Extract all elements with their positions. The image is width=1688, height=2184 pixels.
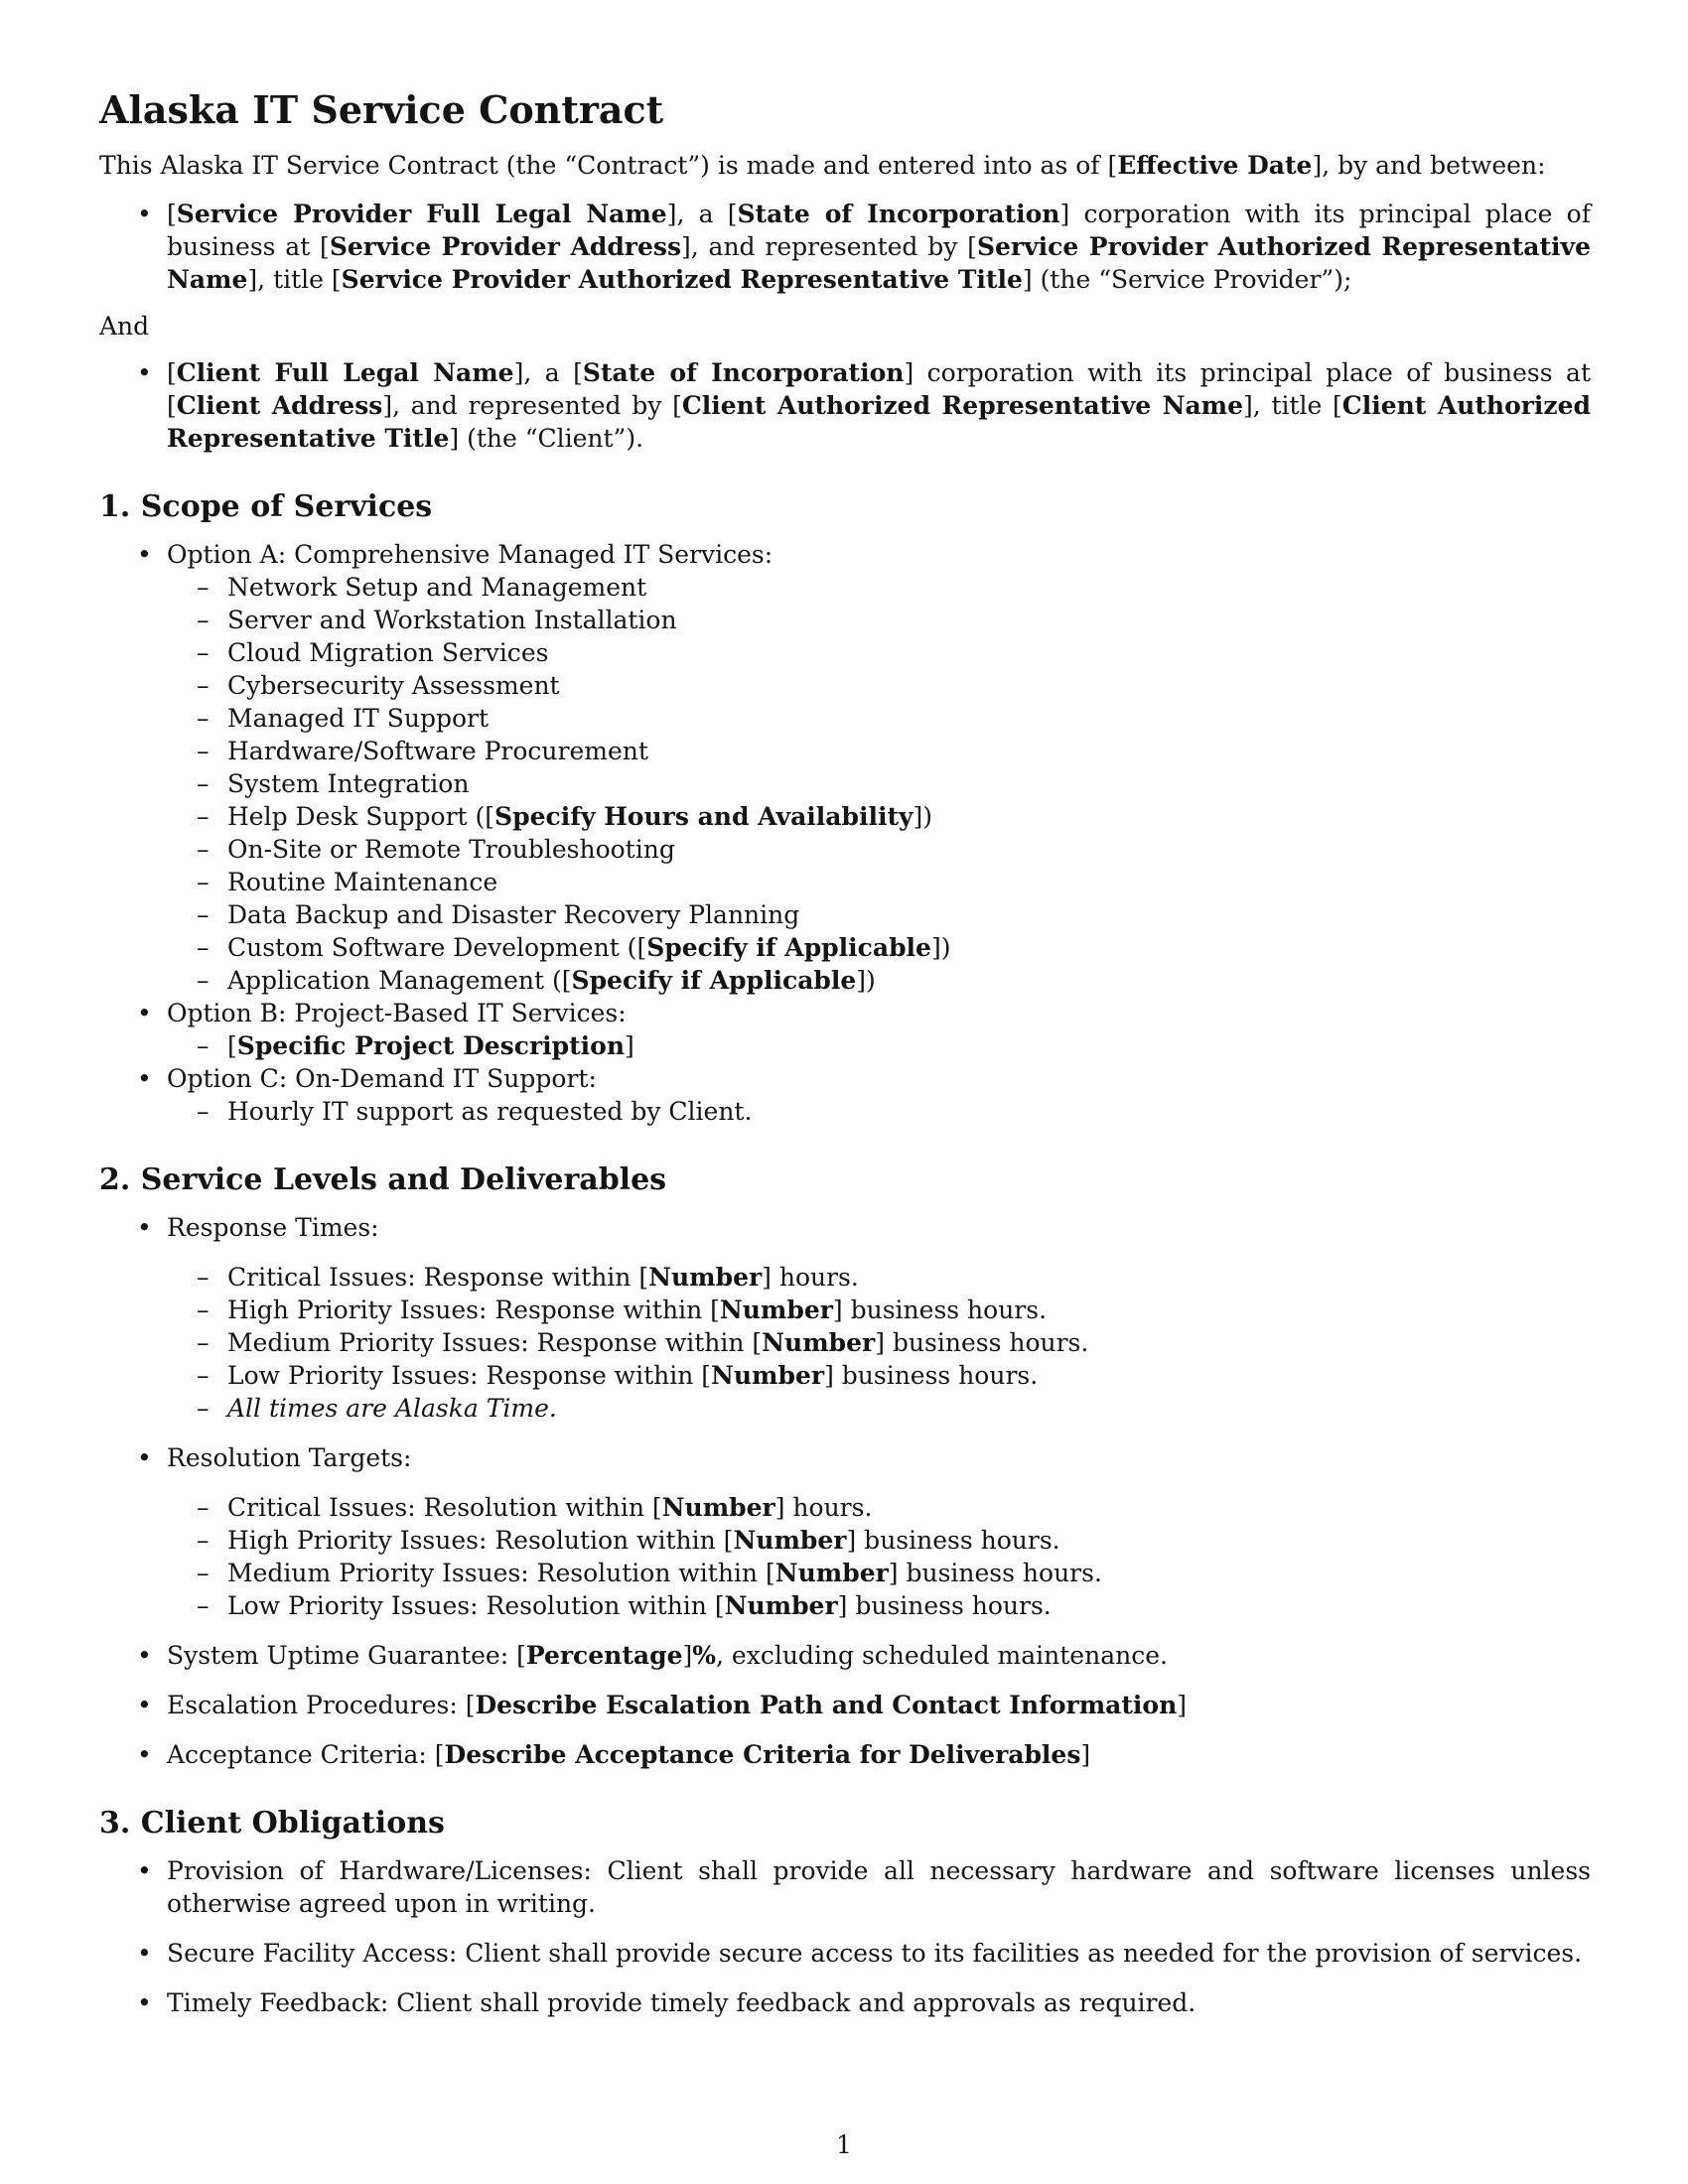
list-item: – On-Site or Remote Troubleshooting (167, 833, 1591, 866)
list-item (167, 964, 1591, 997)
party-text: ] corporation with its principal place of business at [ (167, 358, 1591, 420)
item-text: Critical Issues: Response within [ (227, 1263, 649, 1292)
party-text: ], a [ (666, 200, 738, 228)
item-text: ] business hours. (846, 1526, 1060, 1555)
list-item: • Timely Feedback: Client shall provide timely feedback and approvals as required. (99, 1986, 1591, 2019)
list-item (167, 1294, 1591, 1326)
resolution-targets (99, 1441, 1591, 1622)
item-text: ] (1177, 1691, 1188, 1719)
item-text: Escalation Procedures: [ (167, 1691, 476, 1719)
list-item: – Network Setup and Management (167, 571, 1591, 604)
item-text: ]) (856, 966, 876, 995)
subsection-label: Response Times: (167, 1213, 379, 1242)
contract-page (99, 87, 1591, 2019)
section-heading-scope: 1. Scope of Services (99, 489, 433, 524)
client-state-placeholder: State of Incorporation (582, 358, 905, 387)
item-text: Medium Priority Issues: Response within [ (227, 1328, 763, 1357)
number-placeholder: Number (661, 1493, 775, 1522)
item-text: Help Desk Support ([ (227, 802, 495, 831)
client-party-list (99, 356, 1591, 455)
item-text: ] hours. (774, 1493, 873, 1522)
client-name-placeholder: Client Full Legal Name (176, 358, 514, 387)
list-item (167, 1557, 1591, 1589)
item-text: ] business hours. (824, 1361, 1039, 1390)
option-b-items (167, 1029, 1591, 1062)
party-text: ], and represented by [ (382, 391, 682, 420)
service-provider-party (99, 198, 1591, 296)
list-item (167, 1261, 1591, 1294)
item-text: ] business hours. (832, 1296, 1048, 1324)
number-placeholder: Number (724, 1591, 838, 1620)
item-text: [ (227, 1031, 237, 1060)
item-text: ] (1080, 1740, 1091, 1769)
list-item (167, 1524, 1591, 1557)
number-placeholder: Number (648, 1263, 763, 1292)
time-zone-note: All times are Alaska Time. (227, 1394, 557, 1423)
party-text: ], title [ (1243, 391, 1342, 420)
scope-options-list (99, 538, 1591, 1128)
section-heading-client-obligations: 3. Client Obligations (99, 1806, 445, 1841)
item-text: Low Priority Issues: Response within [ (227, 1361, 712, 1390)
provider-rep-name-placeholder: Service Provider Authorized Representative Name (167, 232, 1591, 294)
client-rep-title-placeholder: Client Authorized Representative Title (167, 391, 1592, 453)
list-item: – Managed IT Support (167, 702, 1591, 735)
option-b (99, 997, 1591, 1062)
option-c-items (167, 1095, 1591, 1128)
and-label: And (99, 312, 150, 341)
service-levels-list (99, 1211, 1591, 1771)
list-item (167, 1392, 1591, 1425)
number-placeholder: Number (774, 1559, 889, 1587)
item-text: ] (682, 1641, 693, 1670)
document-title: Alaska IT Service Contract (99, 87, 664, 132)
project-description-placeholder: Specific Project Description (236, 1031, 626, 1060)
item-text: ]) (913, 802, 933, 831)
list-item (167, 1326, 1591, 1359)
list-item: • Secure Facility Access: Client shall provide secure access to its facilities as needed for the provision of services. (99, 1937, 1591, 1970)
percentage-placeholder: Percentage (525, 1641, 683, 1670)
provider-rep-title-placeholder: Service Provider Authorized Representative Title (341, 265, 1023, 294)
intro-text: ], by and between: (1312, 151, 1546, 180)
item-text: ] hours. (762, 1263, 859, 1292)
number-placeholder: Number (711, 1361, 825, 1390)
response-times-items (167, 1261, 1591, 1425)
item-text: Custom Software Development ([ (227, 933, 647, 962)
response-times (99, 1211, 1591, 1425)
item-text: ] (625, 1031, 634, 1060)
applicable-placeholder: Specify if Applicable (646, 933, 931, 962)
item-text: Acceptance Criteria: [ (167, 1740, 445, 1769)
party-text: ] (the “Service Provider”); (1022, 265, 1352, 294)
party-text: ] corporation with its principal place of business at [ (167, 200, 1591, 261)
list-item (167, 1491, 1591, 1524)
list-item: – Cybersecurity Assessment (167, 669, 1591, 702)
list-item: – Hourly IT support as requested by Client. (167, 1095, 1591, 1128)
party-text: ] (the “Client”). (449, 424, 644, 453)
item-text: ]) (930, 933, 951, 962)
acceptance-placeholder: Describe Acceptance Criteria for Deliverables (444, 1740, 1081, 1769)
item-text: High Priority Issues: Response within [ (227, 1296, 720, 1324)
percent-sign: % (692, 1641, 717, 1670)
list-item (167, 1359, 1591, 1392)
number-placeholder: Number (762, 1328, 876, 1357)
provider-address-placeholder: Service Provider Address (329, 232, 682, 261)
list-item: – Data Backup and Disaster Recovery Planning (167, 898, 1591, 931)
subsection-label: Resolution Targets: (167, 1443, 412, 1472)
item-text: Application Management ([ (227, 966, 572, 995)
option-label: Option C: On-Demand IT Support: (167, 1064, 597, 1093)
list-item: – Routine Maintenance (167, 866, 1591, 898)
party-text: ], and represented by [ (681, 232, 977, 261)
applicable-placeholder: Specify if Applicable (571, 966, 857, 995)
escalation-procedures (99, 1689, 1591, 1721)
list-item (167, 800, 1591, 833)
effective-date-placeholder: Effective Date (1117, 151, 1313, 180)
list-item: – Cloud Migration Services (167, 636, 1591, 669)
uptime-guarantee (99, 1639, 1591, 1672)
page-number: 1 (836, 2130, 852, 2159)
list-item (167, 1589, 1591, 1622)
provider-state-placeholder: State of Incorporation (737, 200, 1060, 228)
resolution-targets-items (167, 1491, 1591, 1622)
option-a (99, 538, 1591, 997)
client-obligations-list (99, 1854, 1591, 2019)
acceptance-criteria (99, 1738, 1591, 1771)
list-item (167, 1029, 1591, 1062)
intro-paragraph (99, 149, 1591, 182)
item-text: , excluding scheduled maintenance. (716, 1641, 1168, 1670)
party-text: [ (167, 358, 177, 387)
item-text: ] business hours. (888, 1559, 1102, 1587)
party-text: [ (167, 200, 177, 228)
item-text: ] business hours. (837, 1591, 1052, 1620)
client-party (99, 356, 1591, 455)
list-item: – Server and Workstation Installation (167, 604, 1591, 636)
party-text: ], title [ (247, 265, 342, 294)
escalation-placeholder: Describe Escalation Path and Contact Information (475, 1691, 1178, 1719)
intro-text: This Alaska IT Service Contract (the “Contract”) is made and entered into as of [ (99, 151, 1118, 180)
hours-placeholder: Specify Hours and Availability (494, 802, 914, 831)
item-text: Critical Issues: Resolution within [ (227, 1493, 662, 1522)
list-item (167, 931, 1591, 964)
item-text: ] business hours. (875, 1328, 1089, 1357)
number-placeholder: Number (733, 1526, 847, 1555)
number-placeholder: Number (719, 1296, 833, 1324)
item-text: High Priority Issues: Resolution within [ (227, 1526, 734, 1555)
list-item: • Provision of Hardware/Licenses: Client shall provide all necessary hardware and software licenses unless otherwise agreed upon in writing. (99, 1854, 1591, 1920)
item-text: Low Priority Issues: Resolution within [ (227, 1591, 725, 1620)
list-item: – Hardware/Software Procurement (167, 735, 1591, 767)
service-provider-party-list (99, 198, 1591, 296)
option-c (99, 1062, 1591, 1128)
section-heading-service-levels: 2. Service Levels and Deliverables (99, 1162, 667, 1197)
client-address-placeholder: Client Address (176, 391, 383, 420)
party-text: ], a [ (513, 358, 583, 387)
option-label: Option B: Project-Based IT Services: (167, 999, 627, 1027)
list-item: – System Integration (167, 767, 1591, 800)
item-text: Medium Priority Issues: Resolution within [ (227, 1559, 775, 1587)
provider-name-placeholder: Service Provider Full Legal Name (176, 200, 667, 228)
client-rep-name-placeholder: Client Authorized Representative Name (681, 391, 1244, 420)
option-a-items (167, 571, 1591, 997)
item-text: System Uptime Guarantee: [ (167, 1641, 526, 1670)
option-label: Option A: Comprehensive Managed IT Services: (167, 540, 774, 569)
